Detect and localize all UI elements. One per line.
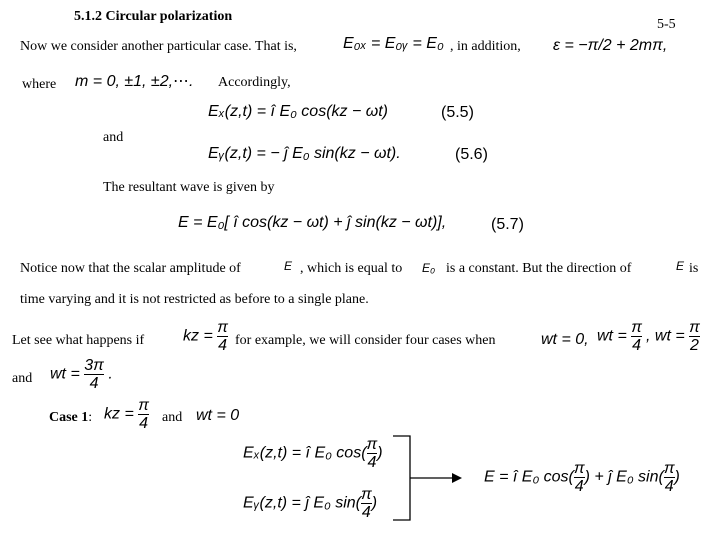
cases-intro-text-2: for example, we will consider four cases when [235,333,496,348]
arrow-head-icon [452,473,462,483]
kz-condition: kz = $\frac{\pi}{4}$ [183,319,228,354]
wt-case-2: , wt = $\frac{\pi}{2}$ [646,319,700,354]
equation-5-6: Eᵧ(z,t) = − ĵ E₀ sin(kz − ωt). [208,145,401,162]
e-vector-symbol-2: E [676,259,685,273]
accordingly-text: Accordingly, [218,75,291,90]
equation-5-7-label: (5.7) [491,216,524,233]
wt-case-1: wt = $\frac{\pi}{4}$ [597,319,642,354]
section-title: 5.1.2 Circular polarization [74,9,233,24]
equation-5-5: Eₓ(z,t) = î E₀ cos(kz − ωt) [208,103,388,120]
case-1-ex: Eₓ(z,t) = î E₀ cos( $\frac{\pi}{4}$ ) [243,436,383,471]
notice-line2: time varying and it is not restricted as before to a single plane. [20,292,369,307]
case-1-and: and [162,410,183,425]
equation-5-7: E = E₀[ î cos(kz − ωt) + ĵ sin(kz − ωt)], [178,214,447,231]
phase-condition: ε = −π/2 + 2mπ, [553,37,668,54]
where-text: where [22,77,57,92]
wt-case-0: wt = 0, [541,331,589,348]
notice-part1: Notice now that the scalar amplitude of [20,261,241,276]
wt-case-3: wt = $\frac{3\pi}{4}$ . [50,357,113,392]
page-number: 5-5 [657,17,676,32]
equation-5-5-label: (5.5) [441,104,474,121]
notice-part4: is [689,261,699,276]
resultant-text: The resultant wave is given by [103,180,275,195]
case-1-resultant: E = î E₀ cos( $\frac{\pi}{4}$ ) + ĵ E₀ sin( $\frac{\pi}{4}$ ) [484,460,680,495]
right-bracket-icon [393,436,410,520]
case-1-ey: Eᵧ(z,t) = ĵ E₀ sin( $\frac{\pi}{4}$ ) [243,486,378,521]
notice-part2: , which is equal to [300,261,403,276]
equation-5-6-label: (5.6) [455,146,488,163]
e0-symbol: E₀ [422,261,436,275]
cases-intro-text: Let see what happens if [12,333,145,348]
amplitude-condition: E₀ₓ = E₀ᵧ = E₀ [343,35,444,52]
m-values: m = 0, ±1, ±2,⋯. [75,73,194,90]
and-text: and [103,130,124,145]
notice-part3: is a constant. But the direction of [446,261,632,276]
case-1-wt: wt = 0 [196,407,240,424]
case-1-kz: kz = $\frac{\pi}{4}$ [104,397,149,432]
and-text-2: and [12,371,33,386]
in-addition-text: , in addition, [450,39,521,54]
intro-text: Now we consider another particular case. That is, [20,39,297,54]
case-1-label: Case 1: [49,410,93,425]
e-vector-symbol: E [284,259,293,273]
